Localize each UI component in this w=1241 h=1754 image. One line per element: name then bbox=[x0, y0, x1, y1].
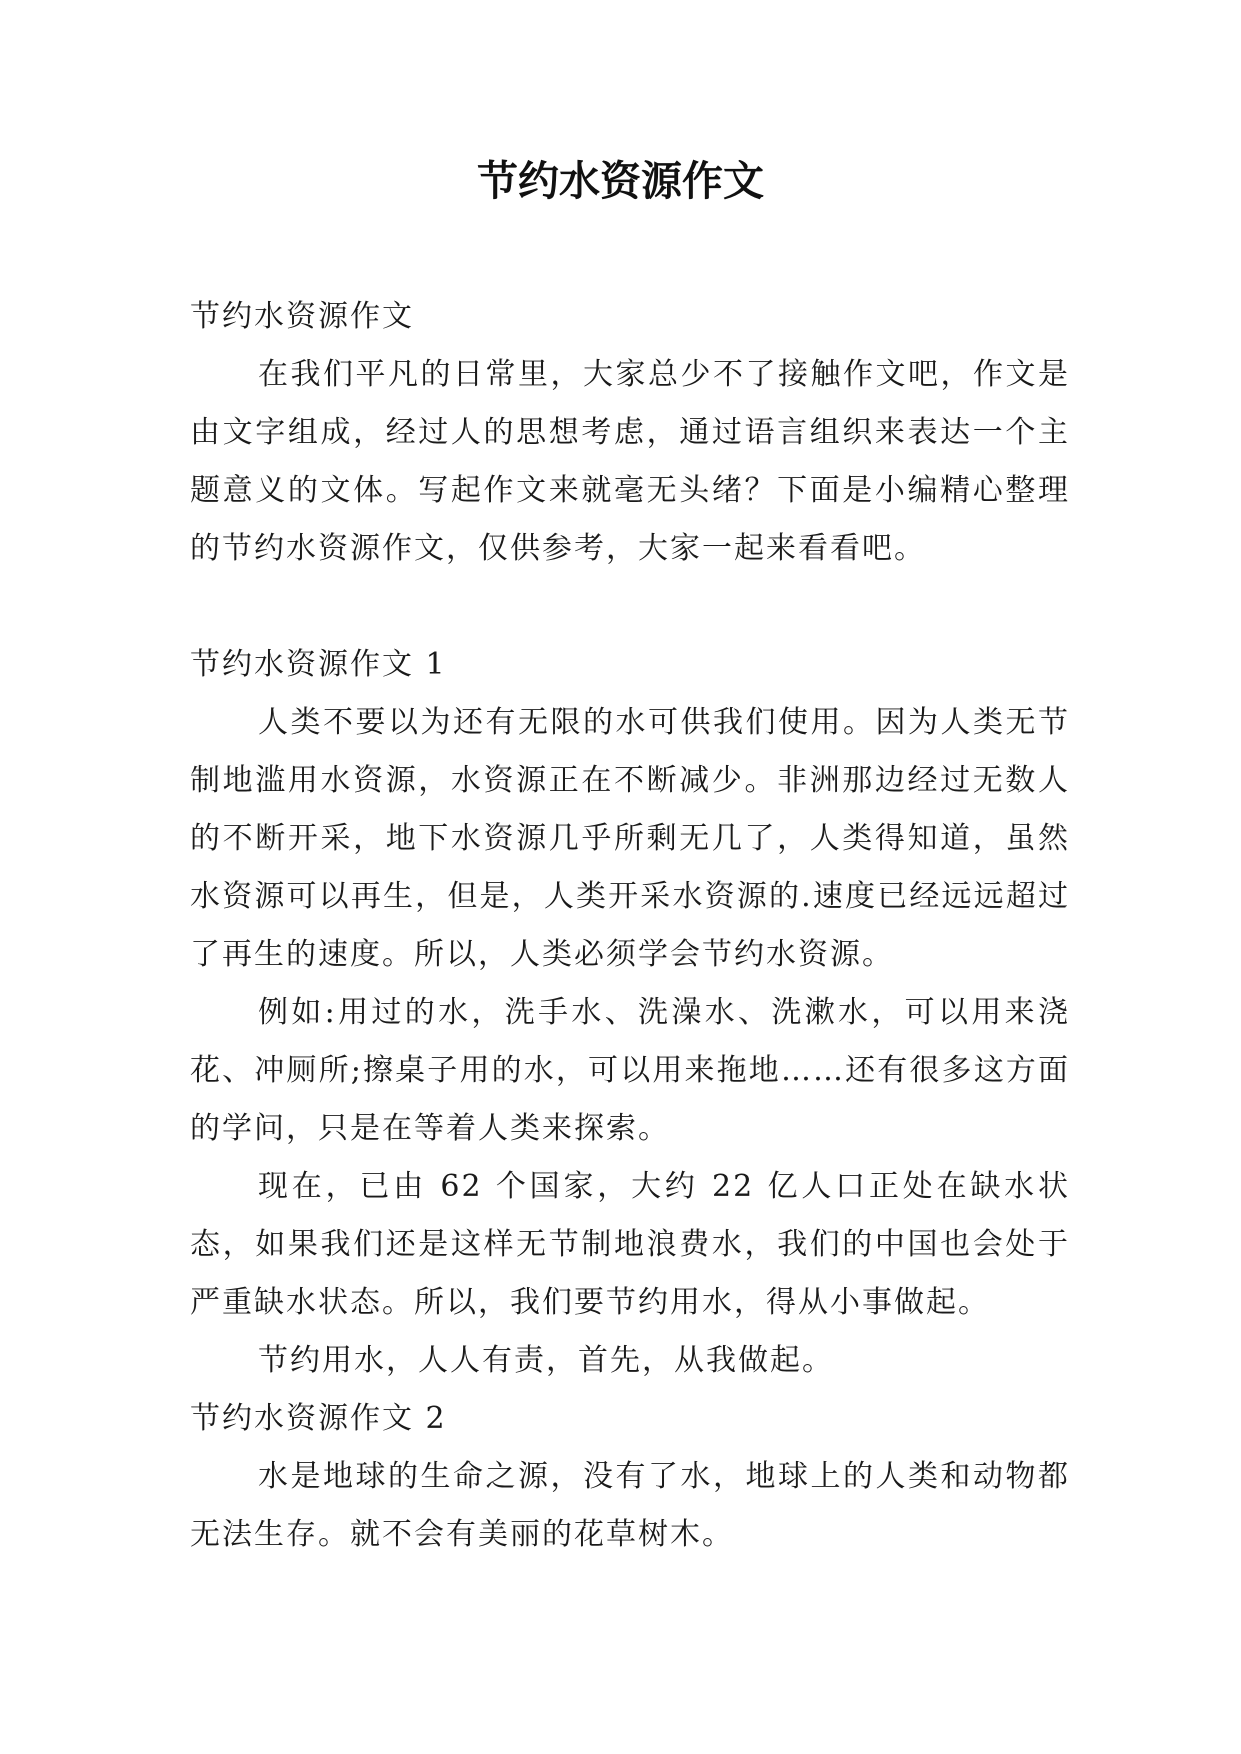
essay1-heading: 节约水资源作文 1 bbox=[190, 647, 447, 682]
intro-heading: 节约水资源作文 bbox=[190, 299, 414, 334]
essay1-paragraph-1: 人类不要以为还有无限的水可供我们使用。因为人类无节制地滥用水资源，水资源正在不断减少。非洲那边经过无数人的不断开采，地下水资源几乎所剩无几了，人类得知道，虽然水资源可以再生，但是，人类开采水资源的.速度已经远远超过了再生的速度。所以，人类必须学会节约水资源。 bbox=[190, 705, 1070, 972]
essay1-paragraph-2: 例如:用过的水，洗手水、洗澡水、洗漱水，可以用来浇花、冲厕所;擦桌子用的水，可以用来拖地……还有很多这方面的学问，只是在等着人类来探索。 bbox=[190, 995, 1070, 1146]
section-spacer bbox=[190, 578, 1070, 636]
essay1-paragraph-3: 现在，已由 62 个国家，大约 22 亿人口正处在缺水状态，如果我们还是这样无节制地浪费水，我们的中国也会处于严重缺水状态。所以，我们要节约用水，得从小事做起。 bbox=[190, 1169, 1070, 1320]
essay1-paragraph-4: 节约用水，人人有责，首先，从我做起。 bbox=[258, 1343, 834, 1378]
essay2-heading: 节约水资源作文 2 bbox=[190, 1401, 447, 1436]
intro-paragraph: 在我们平凡的日常里，大家总少不了接触作文吧，作文是由文字组成，经过人的思想考虑，通过语言组织来表达一个主题意义的文体。写起作文来就毫无头绪？下面是小编精心整理的节约水资源作文，仅供参考，大家一起来看看吧。 bbox=[190, 357, 1070, 566]
document-title: 节约水资源作文 bbox=[477, 157, 764, 205]
document-body bbox=[190, 288, 1070, 1564]
essay2-paragraph-1: 水是地球的生命之源，没有了水，地球上的人类和动物都无法生存。就不会有美丽的花草树木。 bbox=[190, 1459, 1070, 1552]
